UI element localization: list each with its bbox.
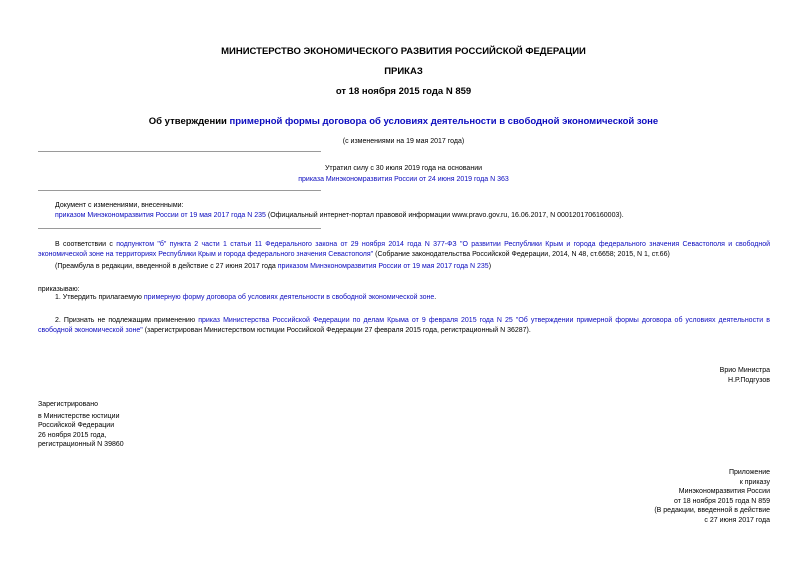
appendix-line: (В редакции, введенной в действие bbox=[654, 507, 770, 514]
amendments-note: (с изменениями на 19 мая 2017 года) bbox=[342, 138, 465, 145]
edition-text: ) bbox=[488, 263, 492, 270]
order-item-2 bbox=[38, 316, 770, 335]
registration-line: Российской Федерации bbox=[38, 422, 115, 429]
ministry-heading: МИНИСТЕРСТВО ЭКОНОМИЧЕСКОГО РАЗВИТИЯ РОССИЙСКОЙ ФЕДЕРАЦИИ bbox=[221, 46, 586, 57]
form-link[interactable]: примерную форму договора об условиях деятельности в свободной экономической зоне bbox=[143, 294, 435, 301]
signature-name: Н.Р.Подгузов bbox=[728, 377, 770, 384]
edition-text: (Преамбула в редакции, введенной в действие с 27 июня 2017 года bbox=[55, 263, 278, 270]
order-keyword: приказываю: bbox=[38, 286, 80, 293]
registration-block bbox=[38, 400, 124, 450]
item-text: . bbox=[434, 294, 437, 301]
status-line: Утратил силу с 30 июля 2019 года на основании bbox=[324, 165, 483, 172]
registration-line: регистрационный N 39860 bbox=[38, 441, 124, 448]
divider bbox=[38, 190, 321, 191]
doc-title-prefix: Об утверждении bbox=[148, 116, 230, 127]
changes-line bbox=[55, 211, 775, 221]
preamble-text: (Собрание законодательства Российской Федерации, 2014, N 48, ст.6658; 2015, N 1, ст.66) bbox=[373, 250, 670, 258]
doc-date-number: от 18 ноября 2015 года N 859 bbox=[335, 86, 472, 97]
signature-position: Врио Министра bbox=[719, 367, 770, 374]
item-text: 1. Утвердить прилагаемую bbox=[55, 294, 144, 301]
item-text: 2. Признать не подлежащим применению bbox=[55, 317, 199, 324]
appendix-line: Минэкономразвития России bbox=[678, 488, 770, 495]
divider bbox=[38, 151, 321, 152]
preamble-edition-note bbox=[55, 262, 770, 272]
changes-intro: Документ с изменениями, внесенными: bbox=[55, 202, 184, 209]
changes-rest: (Официальный интернет-портал правовой информации www.pravo.gov.ru, 16.06.2017, N 0001201706160003). bbox=[265, 212, 624, 219]
crimea-order-link[interactable]: приказ Министерства Российской Федерации по делам Крыма от 9 февраля 2015 года N 25 "Об утверждении примерной формы договора об условиях деятельности в свободной экономической зоне" bbox=[38, 317, 770, 334]
item-text: (зарегистрирован Министерством юстиции Российской Федерации 27 февраля 2015 года, регистрационный N 36287). bbox=[142, 326, 531, 334]
registration-line: в Министерстве юстиции bbox=[38, 412, 120, 420]
appendix-line: с 27 июня 2017 года bbox=[704, 516, 770, 524]
registration-line: 26 ноября 2015 года, bbox=[38, 431, 107, 439]
edition-link[interactable]: приказом Минэкономразвития России от 19 мая 2017 года N 235 bbox=[277, 263, 489, 270]
appendix-line: к приказу bbox=[739, 478, 770, 486]
appendix-line: Приложение bbox=[728, 469, 770, 476]
doc-title-link[interactable]: примерной формы договора об условиях деятельности в свободной экономической зоне bbox=[229, 116, 659, 127]
divider bbox=[38, 228, 321, 229]
changes-link[interactable]: приказом Минэкономразвития России от 19 мая 2017 года N 235 bbox=[55, 212, 266, 219]
order-item-1 bbox=[55, 293, 770, 303]
doc-title bbox=[0, 116, 807, 127]
status-link[interactable]: приказа Минэкономразвития России от 24 июня 2019 года N 363 bbox=[298, 176, 509, 183]
appendix-block bbox=[520, 468, 770, 525]
appendix-line: от 18 ноября 2015 года N 859 bbox=[674, 497, 770, 505]
preamble-text: В соответствии с bbox=[55, 241, 117, 248]
registration-line: Зарегистрировано bbox=[38, 401, 98, 408]
preamble-paragraph bbox=[38, 240, 770, 259]
law-link[interactable]: подпунктом "б" пункта 2 части 1 статьи 11 Федерального закона от 29 ноября 2014 года N 377-ФЗ "О развитии Республики Крым и города федерального значения Севастополя и свободной экономической зоне на территориях Республики Крым и города федерального значения Севастополя" bbox=[38, 241, 771, 258]
doc-type: ПРИКАЗ bbox=[384, 66, 423, 77]
